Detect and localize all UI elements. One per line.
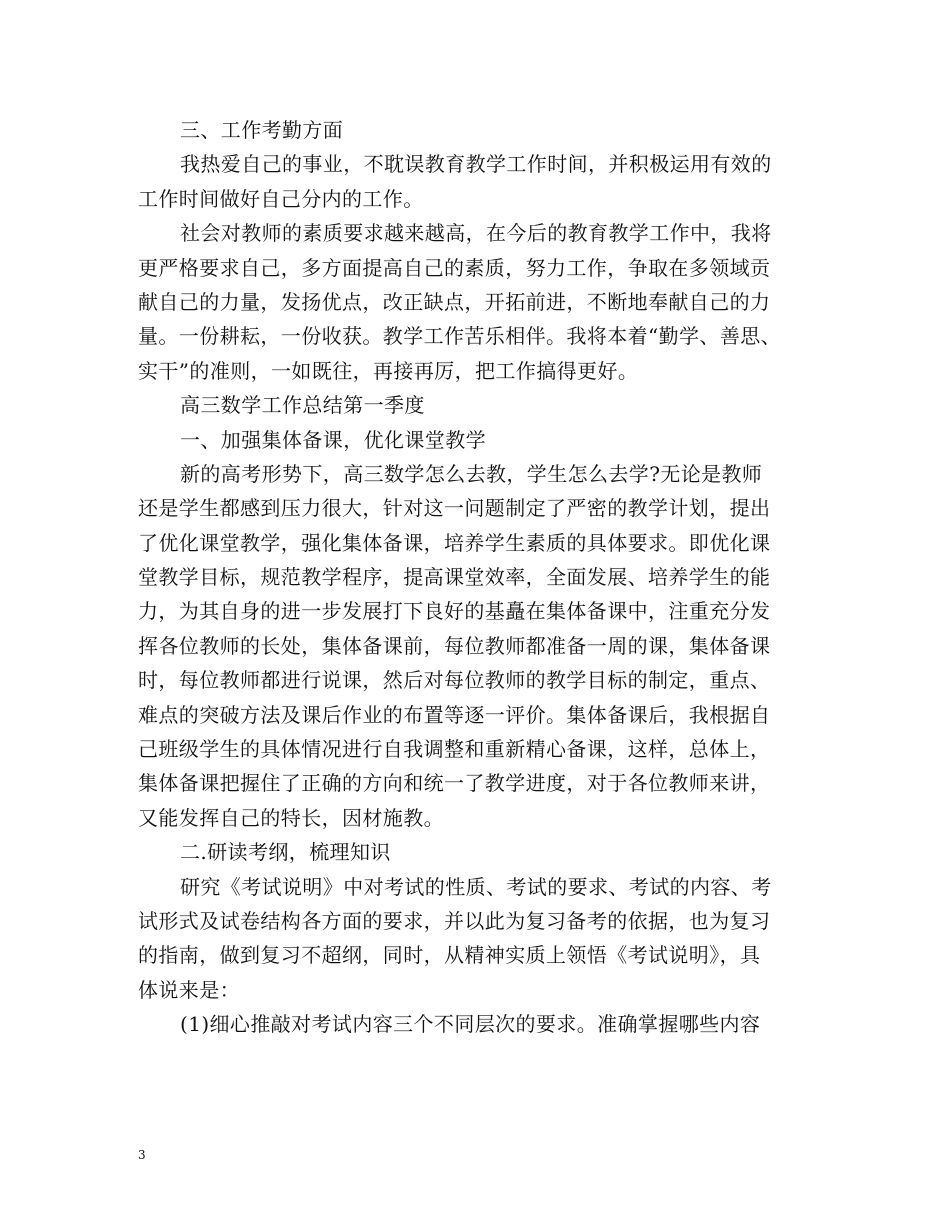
text-line: 试形式及试卷结构各方面的要求，并以此为复习备考的依据，也为复习 [138,908,771,933]
page-number: 3 [138,1148,146,1162]
text-line: 难点的突破方法及课后作业的布置等逐一评价。集体备课后，我根据自 [138,702,771,727]
text-line: 献自己的力量，发扬优点，改正缺点，开拓前进，不断地奉献自己的力 [138,289,771,314]
text-line: 社会对教师的素质要求越来越高，在今后的教育教学工作中，我将 [180,221,772,246]
text-line: 时，每位教师都进行说课，然后对每位教师的教学目标的制定，重点、 [138,668,771,693]
text-line: 集体备课把握住了正确的方向和统一了教学进度，对于各位教师来讲， [138,771,771,796]
text-line: 工作时间做好自己分内的工作。 [138,186,424,211]
text-line: 量。一份耕耘，一份收获。教学工作苦乐相伴。我将本着“勤学、善思、 [138,324,782,349]
text-line: 研究《考试说明》中对考试的性质、考试的要求、考试的内容、考 [180,874,772,899]
text-line: 体说来是： [138,977,240,1002]
text-line: 堂教学目标，规范教学程序，提高课堂效率，全面发展、培养学生的能 [138,565,771,590]
text-line: 新的高考形势下，高三数学怎么去教，学生怎么去学?无论是教师 [180,461,763,486]
text-line: 更严格要求自己，多方面提高自己的素质，努力工作，争取在多领域贡 [138,255,771,280]
text-line: 己班级学生的具体情况进行自我调整和重新精心备课，这样，总体上， [138,737,771,762]
text-line: (1)细心推敲对考试内容三个不同层次的要求。准确掌握哪些内容 [180,1012,761,1037]
text-line: 挥各位教师的长处，集体备课前，每位教师都准备一周的课，集体备课 [138,633,771,658]
text-line: 二.研读考纲，梳理知识 [180,840,391,865]
document-body [138,113,838,1042]
text-line: 还是学生都感到压力很大，针对这一问题制定了严密的教学计划，提出 [138,496,771,521]
text-line: 我热爱自己的事业，不耽误教育教学工作时间，并积极运用有效的 [180,152,772,177]
text-line: 三、工作考勤方面 [180,118,344,142]
text-line: 一、加强集体备课，优化课堂教学 [180,427,486,452]
text-line: 的指南，做到复习不超纲，同时，从精神实质上领悟《考试说明》，具 [138,943,761,968]
text-line: 力，为其自身的进一步发展打下良好的基矗在集体备课中，注重充分发 [138,599,771,624]
text-line: 高三数学工作总结第一季度 [180,393,425,418]
text-line: 了优化课堂教学，强化集体备课，培养学生素质的具体要求。即优化课 [138,530,771,555]
text-line: 实干”的准则，一如既往，再接再厉，把工作搞得更好。 [138,358,639,383]
text-line: 又能发挥自己的特长，因材施教。 [138,805,444,830]
